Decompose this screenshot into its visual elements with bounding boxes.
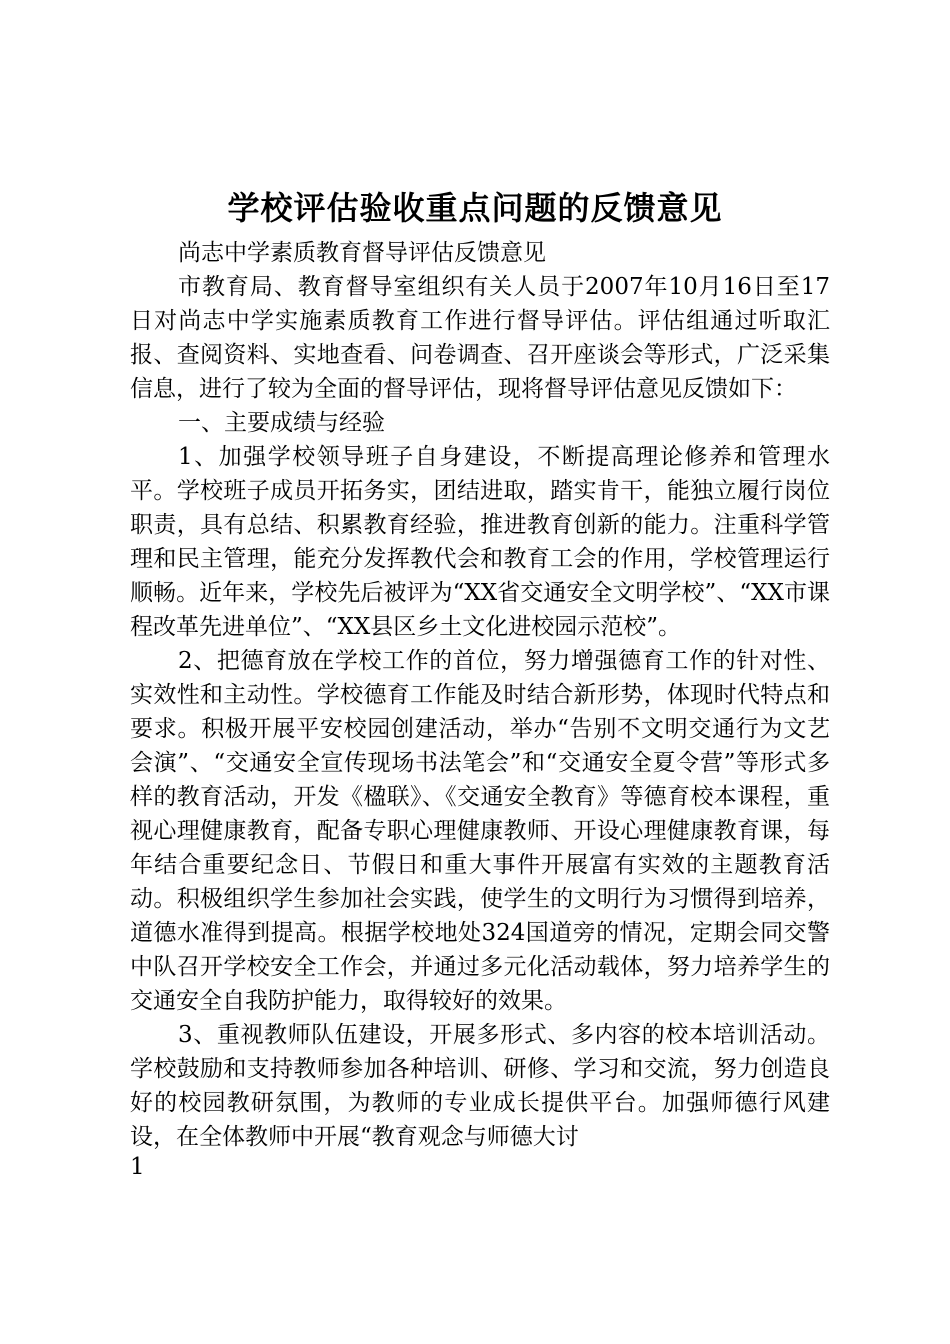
subtitle-paragraph: 尚志中学素质教育督导评估反馈意见	[178, 240, 546, 266]
section-heading: 一、主要成绩与经验	[178, 410, 385, 436]
body-paragraph: 3、重视教师队伍建设，开展多形式、多内容的校本培训活动。学校鼓励和支持教师参加各种培训、研修、学习和交流，努力创造良好的校园教研氛围，为教师的专业成长提供平台。加强师德行风建设，在全体教师中开展“教育观念与师德大讨	[130, 1022, 830, 1150]
document-body	[130, 236, 830, 1154]
page-number: 1	[130, 1154, 145, 1180]
body-paragraph: 2、把德育放在学校工作的首位，努力增强德育工作的针对性、实效性和主动性。学校德育工作能及时结合新形势，体现时代特点和要求。积极开展平安校园创建活动，举办“告别不文明交通行为文艺会演”、“交通安全宣传现场书法笔会”和“交通安全夏令营”等形式多样的教育活动，开发《楹联》、《交通安全教育》等德育校本课程，重视心理健康教育，配备专职心理健康教师、开设心理健康教育课，每年结合重要纪念日、节假日和重大事件开展富有实效的主题教育活动。积极组织学生参加社会实践，使学生的文明行为习惯得到培养，道德水准得到提高。根据学校地处324国道旁的情况，定期会同交警中队召开学校安全工作会，并通过多元化活动载体，努力培养学生的交通安全自我防护能力，取得较好的效果。	[130, 648, 830, 1014]
intro-paragraph: 市教育局、教育督导室组织有关人员于2007年10月16日至17日对尚志中学实施素质教育工作进行督导评估。评估组通过听取汇报、查阅资料、实地查看、问卷调查、召开座谈会等形式，广泛采集信息，进行了较为全面的督导评估，现将督导评估意见反馈如下：	[130, 274, 830, 402]
body-paragraph: 1、加强学校领导班子自身建设，不断提高理论修养和管理水平。学校班子成员开拓务实，团结进取，踏实肯干，能独立履行岗位职责，具有总结、积累教育经验，推进教育创新的能力。注重科学管理和民主管理，能充分发挥教代会和教育工会的作用，学校管理运行顺畅。近年来，学校先后被评为“XX省交通安全文明学校”、“XX市课程改革先进单位”、“XX县区乡土文化进校园示范校”。	[130, 444, 830, 640]
document-title: 学校评估验收重点问题的反馈意见	[227, 189, 723, 227]
